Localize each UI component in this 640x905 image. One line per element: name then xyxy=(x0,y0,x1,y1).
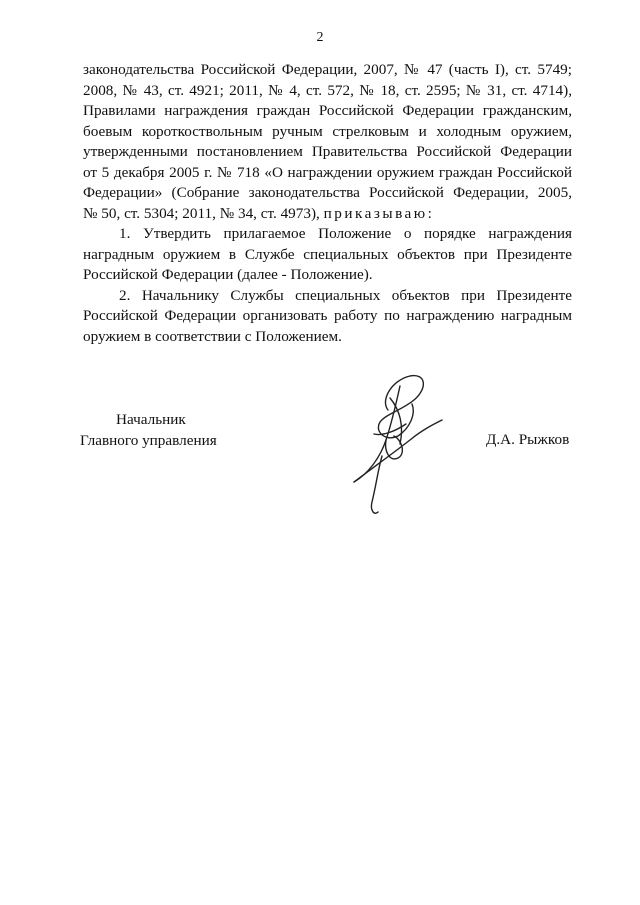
signatory-position xyxy=(80,410,217,451)
citation-text: № 50, ст. 5304; 2011, № 34, ст. 4973), xyxy=(83,204,324,222)
item-2-line-last: оружием в соответствии с Положением. xyxy=(83,327,342,345)
body-line: 2008, № 43, ст. 4921; 2011, № 4, ст. 572, № 18, ст. 2595; № 31, ст. 4714), xyxy=(83,81,572,99)
order-word: приказываю: xyxy=(323,204,435,222)
item-1-line: наградным оружием в Службе специальных объектов при Президенте xyxy=(83,245,572,263)
page-number: 2 xyxy=(316,30,324,45)
position-line-1: Начальник xyxy=(116,411,186,428)
item-1-line: 1. Утвердить прилагаемое Положение о порядке награждения xyxy=(119,225,572,242)
handwritten-signature xyxy=(330,370,450,525)
body-line: боевым короткоствольным ручным стрелковым и холодным оружием, xyxy=(83,122,572,140)
signatory-name: Д.А. Рыжков xyxy=(486,431,570,448)
item-1-line-last: Российской Федерации (далее - Положение). xyxy=(83,266,373,283)
position-line-2: Главного управления xyxy=(80,431,217,449)
body-line: утвержденными постановлением Правительства Российской Федерации xyxy=(83,143,572,160)
body-line-last xyxy=(83,204,572,225)
body-line: законодательства Российской Федерации, 2007, № 47 (часть I), ст. 5749; xyxy=(83,61,572,78)
document-body xyxy=(83,60,572,347)
item-2-line: Российской Федерации организовать работу по награждению наградным xyxy=(83,307,572,324)
body-line: от 5 декабря 2005 г. № 718 «О награждении оружием граждан Российской xyxy=(83,163,572,181)
body-line: Правилами награждения граждан Российской Федерации гражданским, xyxy=(83,102,572,119)
item-2-line: 2. Начальнику Службы специальных объектов при Президенте xyxy=(119,286,572,304)
body-line: Федерации» (Собрание законодательства Российской Федерации, 2005, xyxy=(83,184,572,201)
